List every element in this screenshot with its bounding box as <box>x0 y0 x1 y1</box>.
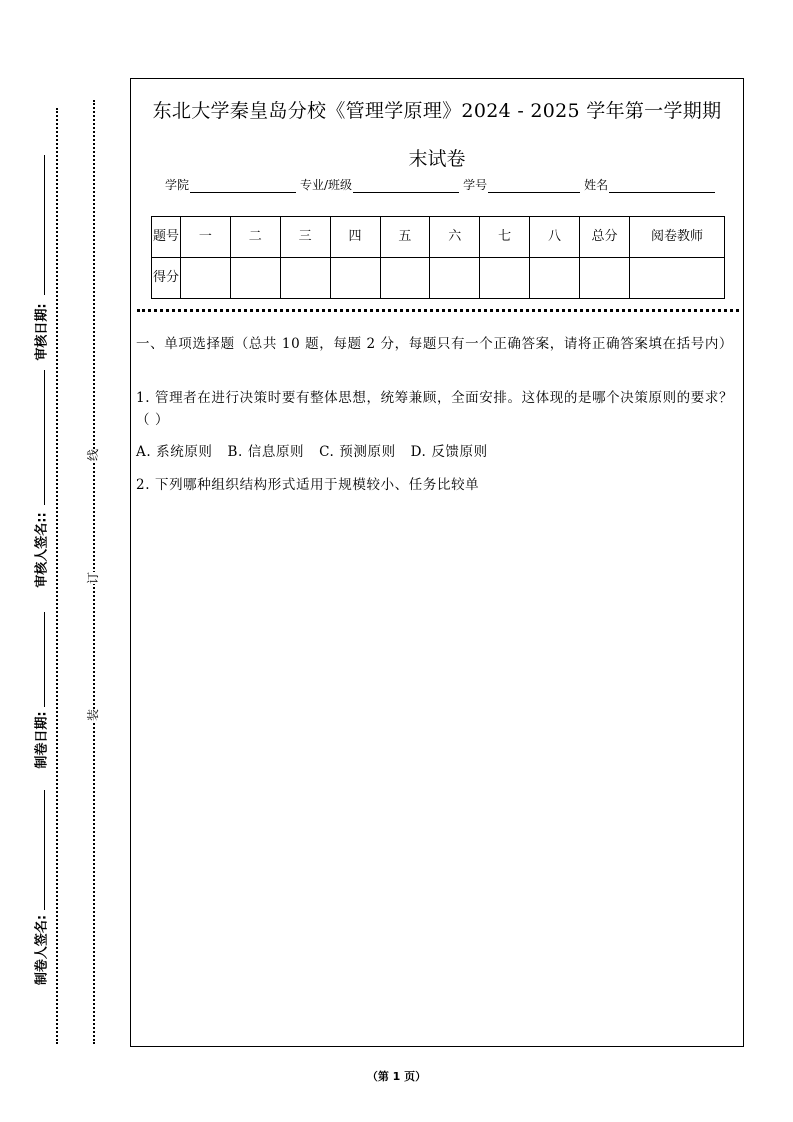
major-class-label: 专业/班级 <box>300 178 353 192</box>
score-cell[interactable] <box>480 258 530 299</box>
section-heading: 一、单项选择题（总共 10 题，每题 2 分，每题只有一个正确答案，请将正确答案填在括号内） <box>136 336 734 352</box>
option-d: D. 反馈原则 <box>410 444 488 460</box>
score-cell[interactable] <box>380 258 430 299</box>
major-class-field[interactable] <box>353 180 459 193</box>
name-field[interactable] <box>609 180 715 193</box>
exam-frame <box>130 78 744 1047</box>
score-cell[interactable] <box>580 258 630 299</box>
score-header-cell: 七 <box>480 217 530 258</box>
score-header-cell: 三 <box>280 217 330 258</box>
score-cell[interactable] <box>280 258 330 299</box>
score-cell[interactable] <box>230 258 280 299</box>
question-2: 2. 下列哪种组织结构形式适用于规模较小、任务比较单 <box>136 477 480 493</box>
exam-title <box>131 87 743 183</box>
dotted-separator <box>137 309 739 312</box>
student-info-row <box>165 176 725 193</box>
option-b: B. 信息原则 <box>227 444 305 460</box>
reviewer-signature-line <box>44 370 45 505</box>
score-cell[interactable] <box>330 258 380 299</box>
make-date-line <box>44 612 45 707</box>
score-header-cell: 五 <box>380 217 430 258</box>
score-header-cell: 一 <box>181 217 231 258</box>
score-table-score-row <box>152 258 725 299</box>
score-header-cell: 六 <box>430 217 480 258</box>
score-cell[interactable] <box>181 258 231 299</box>
score-cell[interactable] <box>430 258 480 299</box>
college-field[interactable] <box>190 180 296 193</box>
college-label: 学院 <box>165 178 190 192</box>
option-a: A. 系统原则 <box>136 444 213 460</box>
score-table <box>151 216 725 299</box>
page-number: （第 1 页） <box>366 1070 427 1083</box>
score-header-cell: 四 <box>330 217 380 258</box>
score-table-header-row <box>152 217 725 258</box>
option-c: C. 预测原则 <box>319 444 396 460</box>
exam-title-line1: 东北大学秦皇岛分校《管理学原理》2024 - 2025 学年第一学期期 <box>152 100 722 122</box>
score-header-cell: 八 <box>530 217 580 258</box>
score-cell[interactable] <box>630 258 725 299</box>
student-id-field[interactable] <box>488 180 580 193</box>
review-date-line <box>44 155 45 295</box>
name-label: 姓名 <box>584 178 609 192</box>
binding-dotted-line-outer <box>56 108 58 1044</box>
question-1: 1. 管理者在进行决策时要有整体思想，统筹兼顾，全面安排。这体现的是哪个决策原则的要求？（ ） <box>136 390 734 428</box>
exam-title-line2: 末试卷 <box>408 148 466 170</box>
student-id-label: 学号 <box>463 178 488 192</box>
score-header-cell: 阅卷教师 <box>630 217 725 258</box>
score-row-label: 得分 <box>152 258 181 299</box>
score-header-cell: 总分 <box>580 217 630 258</box>
maker-signature-line <box>44 790 45 910</box>
score-header-cell: 二 <box>230 217 280 258</box>
score-header-cell: 题号 <box>152 217 181 258</box>
question-1-options <box>136 441 742 463</box>
score-cell[interactable] <box>530 258 580 299</box>
